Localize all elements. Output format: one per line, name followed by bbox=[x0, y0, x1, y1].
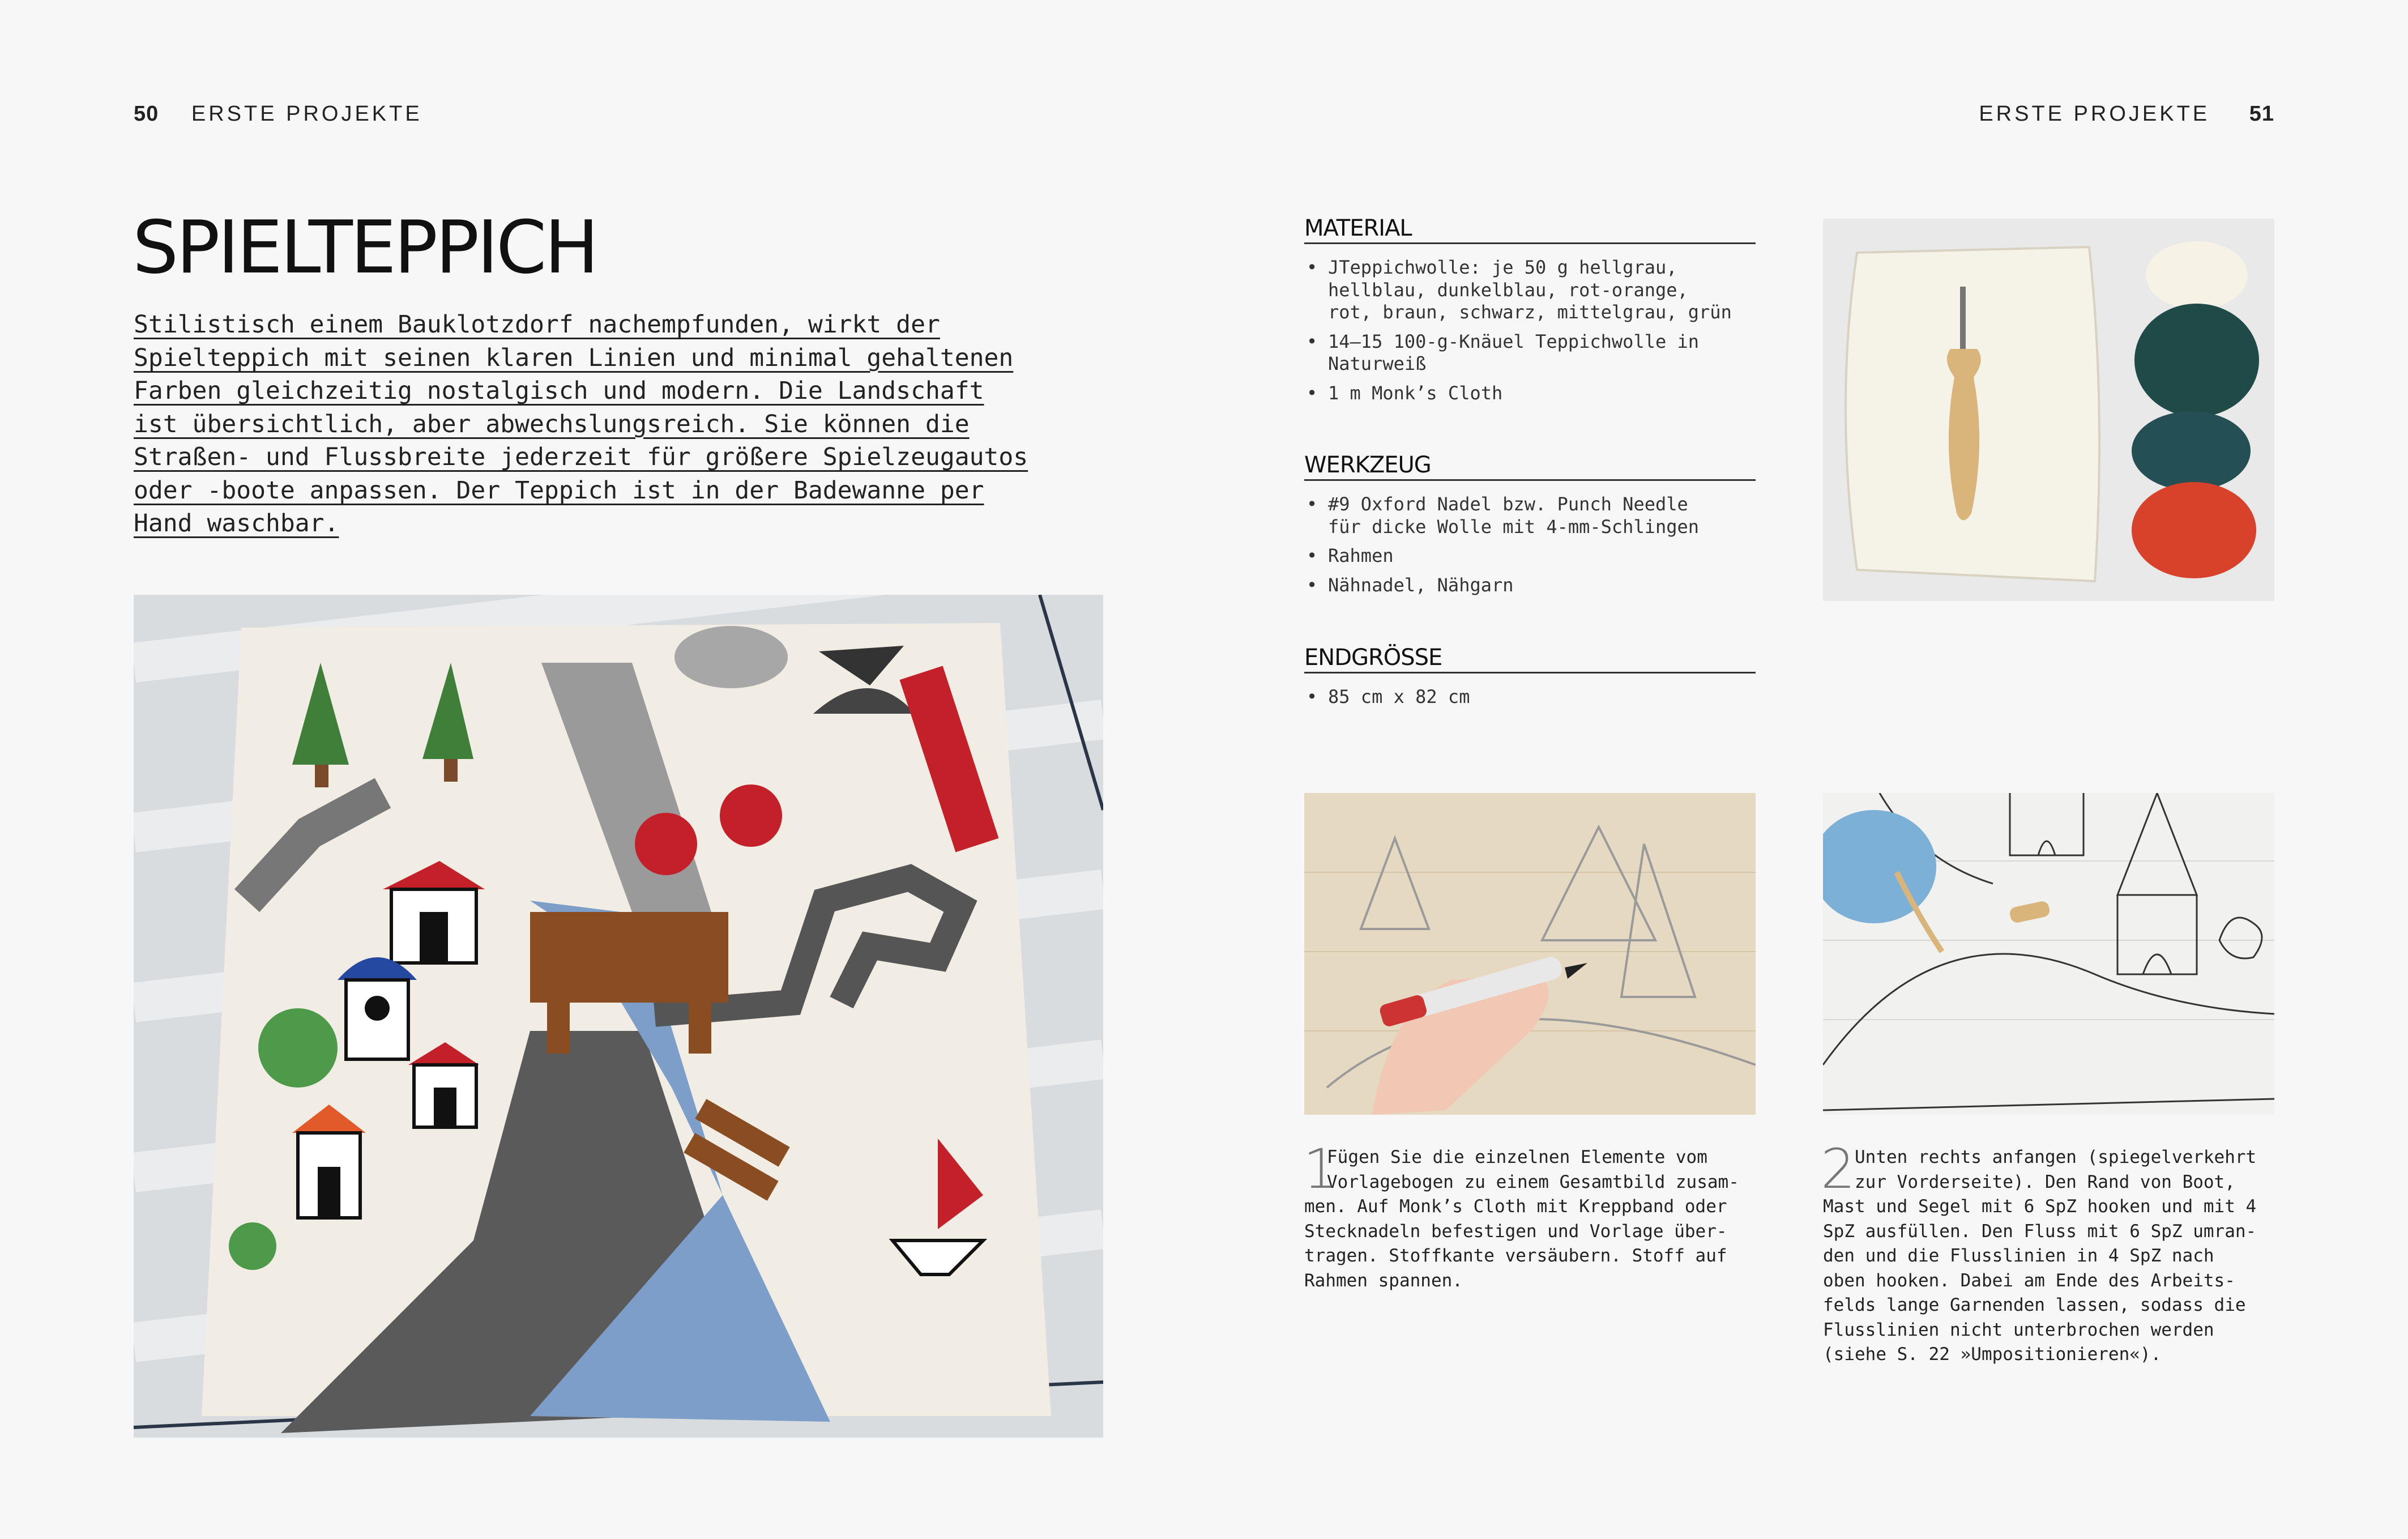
intro-line: ist übersichtlich, aber abwechslungsreich. Sie können die bbox=[134, 410, 970, 438]
page-title: SPIELTEPPICH bbox=[133, 206, 597, 290]
section-title-left: ERSTE PROJEKTE bbox=[191, 102, 422, 126]
step-1-line: Fügen Sie die einzelnen Elemente vom bbox=[1327, 1147, 1707, 1167]
step-1-line: tragen. Stoffkante versäubern. Stoff auf bbox=[1304, 1246, 1727, 1266]
step-1-line: Stecknadeln befestigen und Vorlage über- bbox=[1304, 1221, 1727, 1242]
list-item-line: • #9 Oxford Nadel bzw. Punch Needle bbox=[1328, 493, 1688, 515]
step-2 bbox=[1821, 1137, 2293, 1367]
step-2-line: SpZ ausfüllen. Den Fluss mit 6 SpZ umran- bbox=[1823, 1221, 2257, 1242]
step-2-line: den und die Flusslinien in 4 SpZ nach bbox=[1823, 1246, 2214, 1266]
intro-line: Farben gleichzeitig nostalgisch und modern. Die Landschaft bbox=[134, 377, 984, 405]
step-2-photo bbox=[1823, 793, 2274, 1115]
rug-photo bbox=[134, 595, 1103, 1438]
step-2-line: felds lange Garnenden lassen, sodass die bbox=[1823, 1295, 2246, 1315]
intro-text bbox=[134, 308, 1028, 540]
werkzeug-heading: WERKZEUG bbox=[1304, 452, 1756, 481]
intro-line: Straßen- und Flussbreite jederzeit für größere Spielzeugautos bbox=[134, 443, 1028, 471]
step-2-line: Mast und Segel mit 6 SpZ hooken und mit 4 bbox=[1823, 1196, 2257, 1217]
page-number-left: 50 bbox=[134, 102, 159, 126]
step-1-line: men. Auf Monk’s Cloth mit Kreppband oder bbox=[1304, 1196, 1727, 1217]
step-2-line: oben hooken. Dabei am Ende des Arbeits- bbox=[1823, 1270, 2235, 1291]
step-1-photo bbox=[1304, 793, 1756, 1115]
rug-illustration bbox=[134, 595, 1103, 1438]
list-item bbox=[1304, 686, 1470, 709]
material-list bbox=[1304, 257, 1732, 411]
intro-line: Stilistisch einem Bauklotzdorf nachempfunden, wirkt der bbox=[134, 310, 940, 339]
material-heading: MATERIAL bbox=[1304, 215, 1756, 244]
list-item-line: • Nähnadel, Nähgarn bbox=[1328, 574, 1514, 596]
list-item bbox=[1304, 574, 1699, 597]
werkzeug-list bbox=[1304, 493, 1699, 603]
list-item-line: für dicke Wolle mit 4-mm-Schlingen bbox=[1328, 515, 1700, 538]
list-item bbox=[1304, 493, 1699, 538]
page-number-right: 51 bbox=[2249, 102, 2274, 126]
list-item bbox=[1304, 382, 1732, 405]
intro-line: Hand waschbar. bbox=[134, 509, 339, 538]
list-item-line: • Rahmen bbox=[1328, 545, 1394, 566]
step-2-line: (siehe S. 22 »Umpositionieren«). bbox=[1823, 1344, 2162, 1365]
page-header-right bbox=[1979, 102, 2274, 126]
step-2-line: zur Vorderseite). Den Rand von Boot, bbox=[1855, 1171, 2235, 1192]
list-item-line: • 85 cm x 82 cm bbox=[1328, 686, 1470, 707]
step-1-number: 1 bbox=[1303, 1137, 1338, 1201]
endgroesse-heading: ENDGRÖSSE bbox=[1304, 645, 1756, 673]
list-item-line: • 1 m Monk’s Cloth bbox=[1328, 382, 1503, 404]
list-item bbox=[1304, 545, 1699, 568]
page-header-left bbox=[134, 102, 422, 126]
step-2-illustration bbox=[1823, 793, 2274, 1115]
step-1-illustration bbox=[1304, 793, 1756, 1115]
list-item bbox=[1304, 331, 1732, 376]
list-item-line: rot, braun, schwarz, mittelgrau, grün bbox=[1328, 301, 1732, 323]
step-1 bbox=[1303, 1137, 1774, 1293]
list-item-line: • 14–15 100-g-Knäuel Teppichwolle in bbox=[1328, 330, 1700, 352]
intro-line: Spielteppich mit seinen klaren Linien und minimal gehaltenen bbox=[134, 343, 1014, 372]
materials-photo bbox=[1823, 219, 2274, 601]
list-item-line: hellblau, dunkelblau, rot-orange, bbox=[1328, 279, 1688, 301]
step-1-line: Vorlagebogen zu einem Gesamtbild zusam- bbox=[1327, 1171, 1739, 1192]
materials-illustration bbox=[1823, 219, 2274, 601]
step-2-line: Flusslinien nicht unterbrochen werden bbox=[1823, 1319, 2214, 1340]
step-1-line: Rahmen spannen. bbox=[1304, 1270, 1463, 1291]
endgroesse-list bbox=[1304, 686, 1470, 715]
list-item bbox=[1304, 257, 1732, 324]
step-2-line: Unten rechts anfangen (spiegelverkehrt bbox=[1855, 1147, 2257, 1167]
step-2-number: 2 bbox=[1821, 1137, 1856, 1201]
list-item-line: Naturweiß bbox=[1328, 353, 1427, 374]
list-item-line: • JTeppichwolle: je 50 g hellgrau, bbox=[1328, 257, 1677, 278]
intro-line: oder -boote anpassen. Der Teppich ist in der Badewanne per bbox=[134, 476, 984, 505]
section-title-right: ERSTE PROJEKTE bbox=[1979, 102, 2210, 126]
